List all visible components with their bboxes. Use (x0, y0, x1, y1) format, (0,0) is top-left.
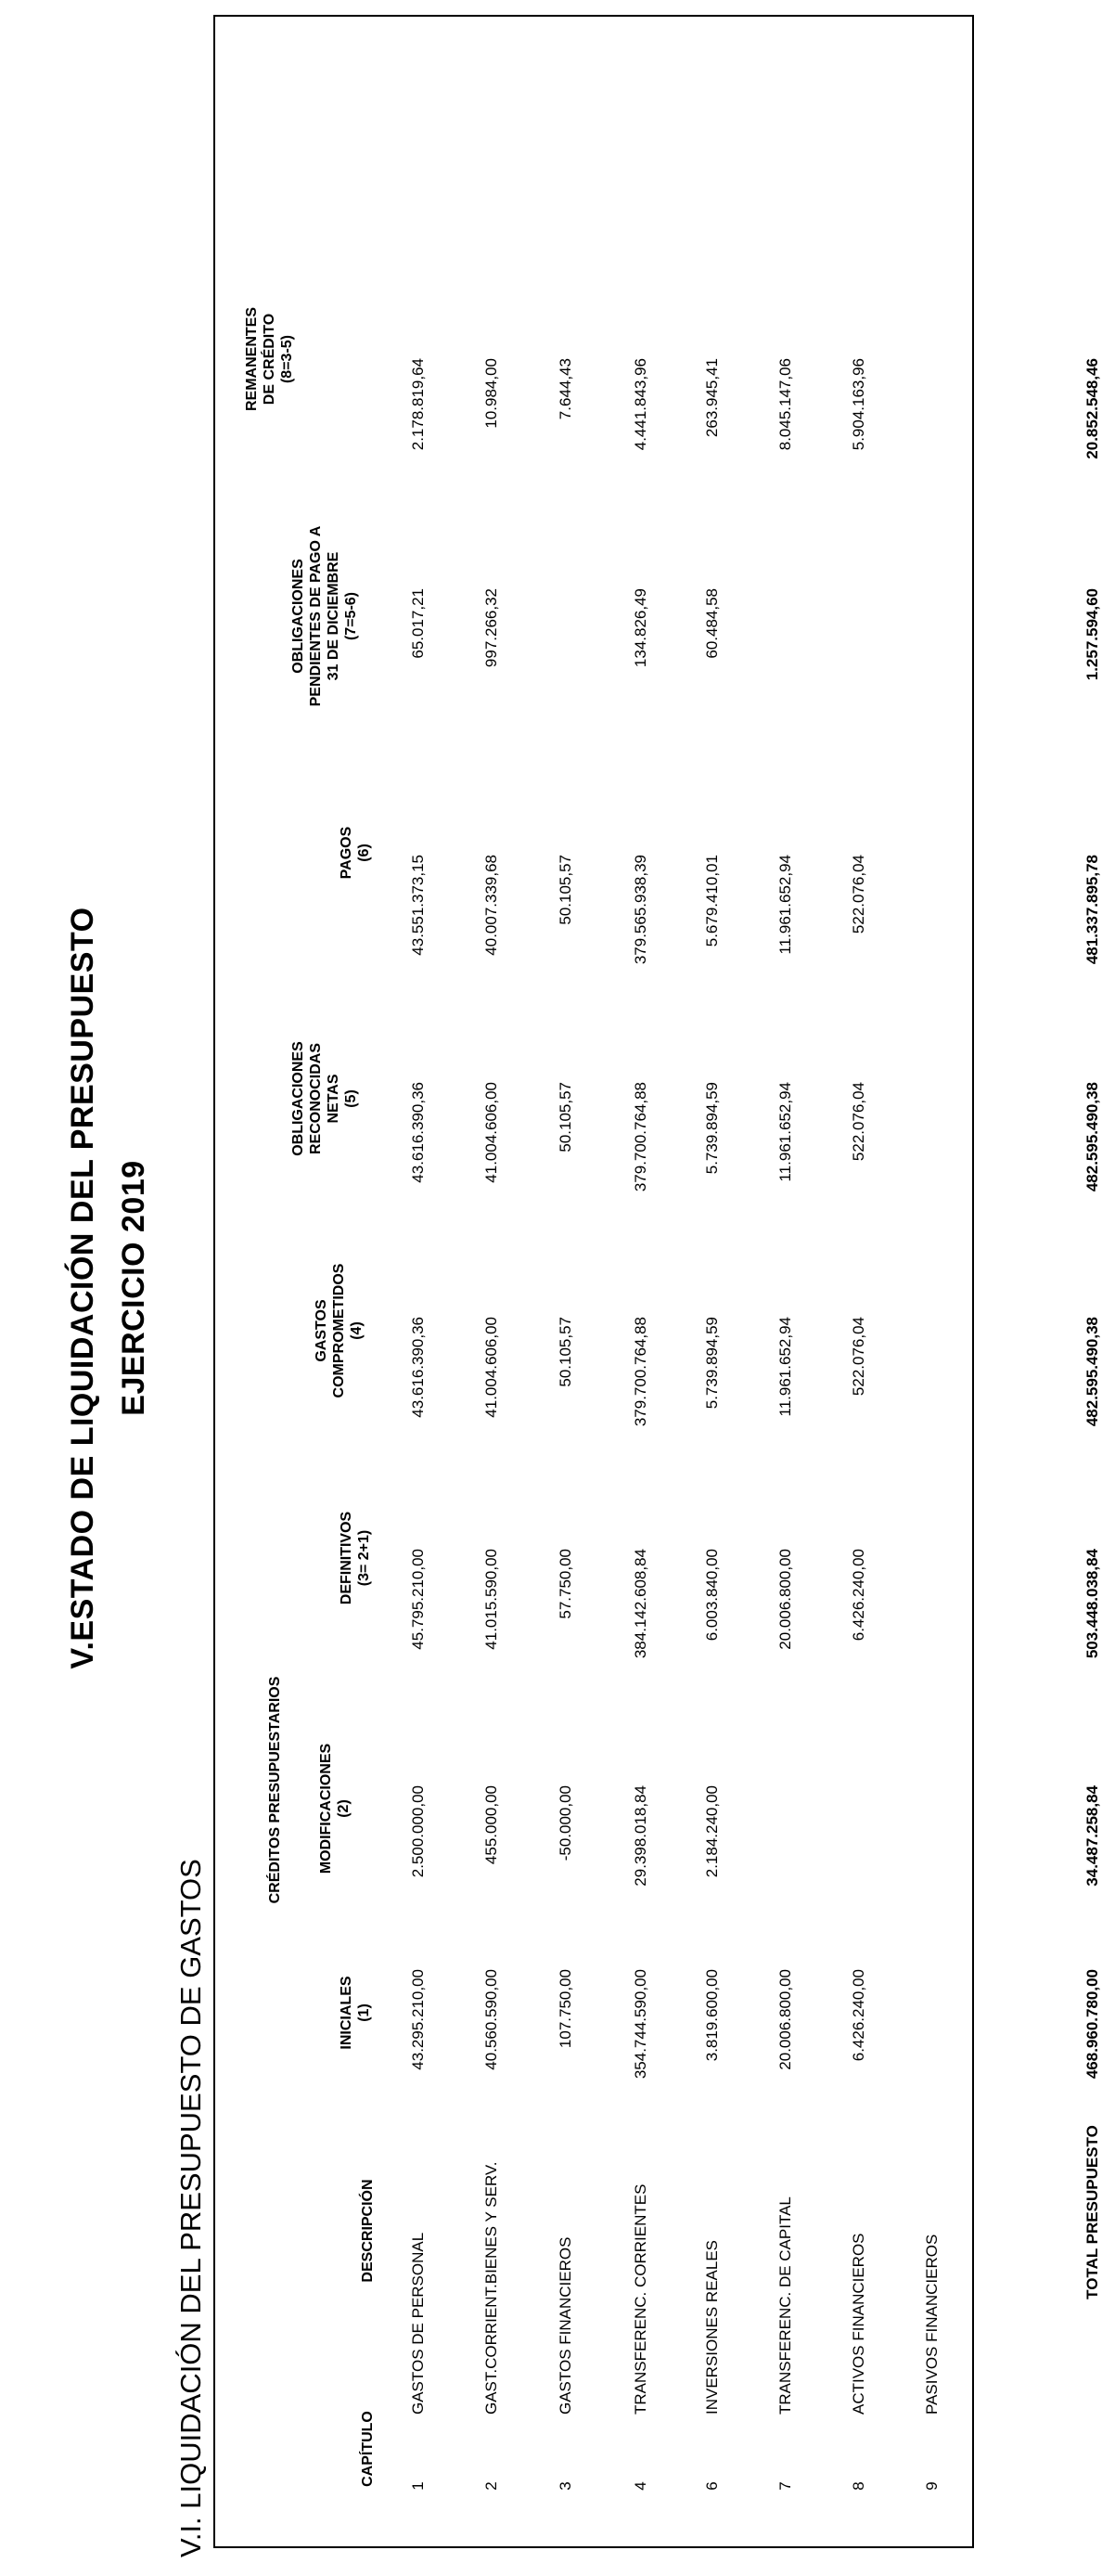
row-value-pag: 11.961.652,94 (776, 855, 794, 955)
total-value-pag: 481.337.895,78 (1083, 855, 1101, 965)
row-value-ini: 107.750,00 (557, 1969, 574, 2049)
header-pendientes: OBLIGACIONES PENDIENTES DE PAGO A 31 DE DICIEMBRE (7=5-6) (290, 525, 359, 707)
row-value-ini: 20.006.800,00 (776, 1969, 794, 2070)
row-value-rem: 263.945,41 (703, 358, 721, 438)
row-value-pen: 997.266,32 (482, 588, 500, 668)
row-value-mod: 455.000,00 (482, 1785, 500, 1865)
row-value-rec: 43.616.390,36 (409, 1082, 427, 1183)
row-descripcion: GAST.CORRIENT.BIENES Y SERV. (482, 2161, 500, 2415)
row-value-rec: 11.961.652,94 (776, 1082, 794, 1182)
row-value-ini: 3.819.600,00 (703, 1969, 721, 2062)
header-descripcion: DESCRIPCIÓN (360, 2179, 376, 2283)
row-value-mod: 29.398.018,84 (632, 1785, 649, 1887)
row-value-pen: 60.484,58 (703, 588, 721, 659)
row-value-pag: 522.076,04 (850, 855, 867, 934)
row-value-ini: 6.426.240,00 (850, 1969, 867, 2062)
row-descripcion: INVERSIONES REALES (703, 2239, 721, 2415)
header-iniciales: INICIALES (1) (339, 1976, 372, 2050)
row-capitulo: 8 (850, 2481, 867, 2491)
row-value-rec: 5.739.894,59 (703, 1082, 721, 1175)
row-value-com: 5.739.894,59 (703, 1317, 721, 1410)
total-value-pen: 1.257.594,60 (1083, 588, 1101, 681)
row-capitulo: 6 (703, 2481, 721, 2491)
row-value-def: 384.142.608,84 (632, 1549, 649, 1659)
total-label: TOTAL PRESUPUESTO (1083, 2125, 1101, 2299)
row-capitulo: 4 (632, 2481, 649, 2491)
row-value-com: 522.076,04 (850, 1317, 867, 1397)
report-title: V.ESTADO DE LIQUIDACIÓN DEL PRESUPUESTO (65, 907, 100, 1669)
row-value-com: 43.616.390,36 (409, 1317, 427, 1418)
row-value-def: 6.426.240,00 (850, 1549, 867, 1642)
row-value-rec: 50.105,57 (557, 1082, 574, 1153)
row-value-com: 41.004.606,00 (482, 1317, 500, 1418)
row-value-mod: -50.000,00 (557, 1785, 574, 1861)
row-value-pag: 50.105,57 (557, 855, 574, 925)
total-value-com: 482.595.490,38 (1083, 1317, 1101, 1427)
row-value-com: 11.961.652,94 (776, 1317, 794, 1417)
header-reconocidas: OBLIGACIONES RECONOCIDAS NETAS (5) (290, 1041, 359, 1156)
total-value-def: 503.448.038,84 (1083, 1549, 1101, 1659)
row-value-rec: 522.076,04 (850, 1082, 867, 1162)
row-value-rem: 4.441.843,96 (632, 358, 649, 451)
row-value-ini: 43.295.210,00 (409, 1969, 427, 2070)
row-descripcion: TRANSFERENC. CORRIENTES (632, 2183, 649, 2415)
row-value-mod: 2.184.240,00 (703, 1785, 721, 1878)
report-year: EJERCICIO 2019 (116, 1160, 151, 1416)
total-value-mod: 34.487.258,84 (1083, 1785, 1101, 1887)
row-value-ini: 40.560.590,00 (482, 1969, 500, 2070)
row-value-def: 45.795.210,00 (409, 1549, 427, 1650)
row-value-def: 6.003.840,00 (703, 1549, 721, 1642)
row-value-def: 41.015.590,00 (482, 1549, 500, 1650)
row-capitulo: 3 (557, 2481, 574, 2491)
row-value-pen: 65.017,21 (409, 588, 427, 659)
row-value-com: 50.105,57 (557, 1317, 574, 1387)
row-value-rem: 5.904.163,96 (850, 358, 867, 451)
row-capitulo: 9 (923, 2481, 941, 2491)
row-value-rec: 379.700.764,88 (632, 1082, 649, 1192)
row-capitulo: 1 (409, 2481, 427, 2491)
row-value-def: 20.006.800,00 (776, 1549, 794, 1650)
row-value-rem: 8.045.147,06 (776, 358, 794, 451)
row-value-com: 379.700.764,88 (632, 1317, 649, 1427)
row-value-rec: 41.004.606,00 (482, 1082, 500, 1183)
row-capitulo: 7 (776, 2481, 794, 2491)
row-descripcion: GASTOS DE PERSONAL (409, 2232, 427, 2415)
row-capitulo: 2 (482, 2481, 500, 2491)
row-value-rem: 10.984,00 (482, 358, 500, 429)
row-value-ini: 354.744.590,00 (632, 1969, 649, 2080)
header-remanentes: REMANENTES DE CRÉDITO (8=3-5) (244, 307, 295, 412)
header-creditos-group: CRÉDITOS PRESUPUESTARIOS (267, 1676, 283, 1904)
row-value-def: 57.750,00 (557, 1549, 574, 1619)
header-capitulo: CAPÍTULO (360, 2411, 376, 2487)
row-descripcion: TRANSFERENC. DE CAPITAL (776, 2196, 794, 2415)
budget-table (213, 15, 1101, 2548)
row-descripcion: PASIVOS FINANCIEROS (923, 2234, 941, 2415)
section-subtitle: V.I. LIQUIDACIÓN DEL PRESUPUESTO DE GASTOS (174, 1859, 207, 2557)
total-value-rem: 20.852.548,46 (1083, 358, 1101, 459)
row-value-pag: 379.565.938,39 (632, 855, 649, 965)
total-value-rec: 482.595.490,38 (1083, 1082, 1101, 1192)
row-value-pen: 134.826,49 (632, 588, 649, 668)
row-value-rem: 7.644,43 (557, 358, 574, 420)
row-value-pag: 5.679.410,01 (703, 855, 721, 947)
header-definitivos: DEFINITIVOS (3= 2+1) (339, 1511, 372, 1605)
header-comprometidos: GASTOS COMPROMETIDOS (4) (314, 1263, 365, 1398)
row-descripcion: GASTOS FINANCIEROS (557, 2236, 574, 2415)
row-value-mod: 2.500.000,00 (409, 1785, 427, 1878)
row-value-pag: 43.551.373,15 (409, 855, 427, 956)
total-value-ini: 468.960.780,00 (1083, 1969, 1101, 2080)
header-modificaciones: MODIFICACIONES (2) (318, 1743, 352, 1874)
row-descripcion: ACTIVOS FINANCIEROS (850, 2233, 867, 2415)
header-pagos: PAGOS (6) (339, 826, 372, 880)
row-value-rem: 2.178.819,64 (409, 358, 427, 451)
row-value-pag: 40.007.339,68 (482, 855, 500, 956)
